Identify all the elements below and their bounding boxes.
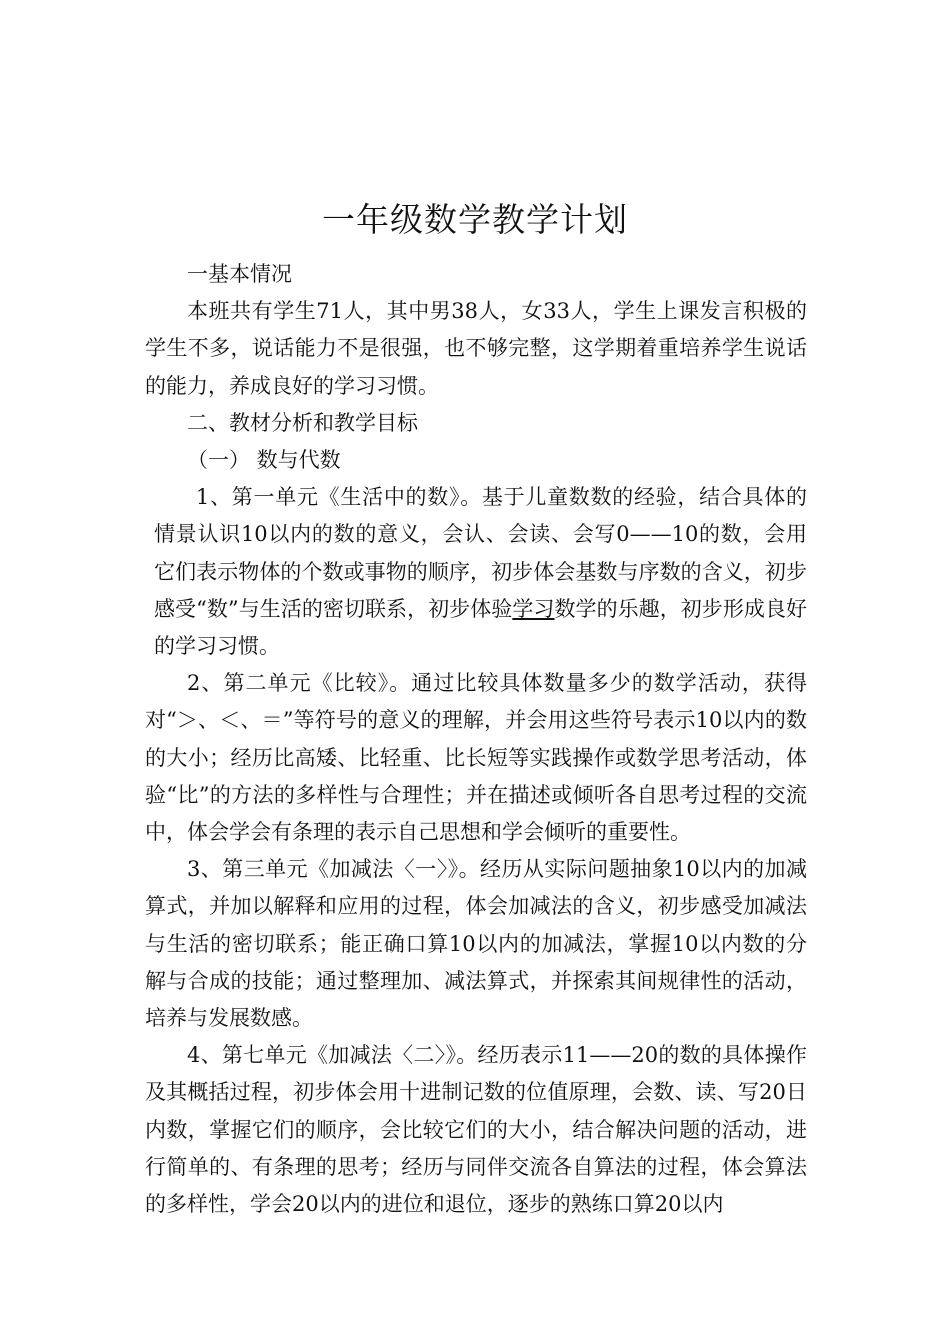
paragraph-basic-situation: 本班共有学生71人，其中男38人，女33人，学生上课发言积极的学生不多，说话能力不是很强，也不够完整，这学期着重培养学生说话的能力，养成良好的学习习惯。 bbox=[145, 299, 807, 398]
section-heading-number-algebra: （一） 数与代数 bbox=[187, 448, 341, 473]
section-heading-basic: 一基本情况 bbox=[187, 262, 292, 286]
paragraph-unit-2: 2、第二单元《比较》。通过比较具体数量多少的数学活动，获得对“＞、＜、＝”等符号的意义的理解，并会用这些符号表示10以内的数的大小；经历比高矮、比轻重、比长短等实践操作或数学思考活动，体验“比”的方法的多样性与合理性；并在描述或倾听各自思考过程的交流中，体会学会有条理的表示自己思想和学会倾听的重要性。 bbox=[145, 671, 807, 845]
paragraph-unit-1-text-b: 数学的乐趣，初步形成良好的学习习惯。 bbox=[154, 596, 808, 659]
paragraph-unit-1-text-a: 1、第一单元《生活中的数》。基于儿童数数的经验，结合具体的情景认识10以内的数的意义，会认、会读、会写0——10的数，会用它们表示物体的个数或事物的顺序，初步体会基数与序数的含义，初步感受“数”与生活的密切联系，初步体验 bbox=[154, 485, 807, 621]
document-body bbox=[145, 256, 807, 1223]
section-heading-analysis: 二、教材分析和教学目标 bbox=[187, 410, 418, 435]
paragraph-unit-1 bbox=[145, 479, 807, 665]
paragraph-unit-4: 4、第七单元《加减法〈二〉》。经历表示11——20的数的具体操作及其概括过程，初步体会用十进制记数的位值原理，会数、读、写20日内数，掌握它们的顺序，会比较它们的大小，结合解决问题的活动，进行简单的、有条理的思考；经历与同伴交流各自算法的过程，体会算法的多样性，学会20以内的进位和退位，逐步的熟练口算20以内 bbox=[145, 1043, 807, 1217]
paragraph-unit-3: 3、第三单元《加减法〈一〉》。经历从实际问题抽象10以内的加减算式，并加以解释和应用的过程，体会加减法的含义，初步感受加减法与生活的密切联系；能正确口算10以内的加减法，掌握10以内数的分解与合成的技能；通过整理加、减法算式，并探索其间规律性的活动，培养与发展数感。 bbox=[145, 857, 807, 1031]
document-title: 一年级数学教学计划 bbox=[322, 200, 628, 239]
study-link[interactable]: 学习 bbox=[512, 596, 555, 621]
